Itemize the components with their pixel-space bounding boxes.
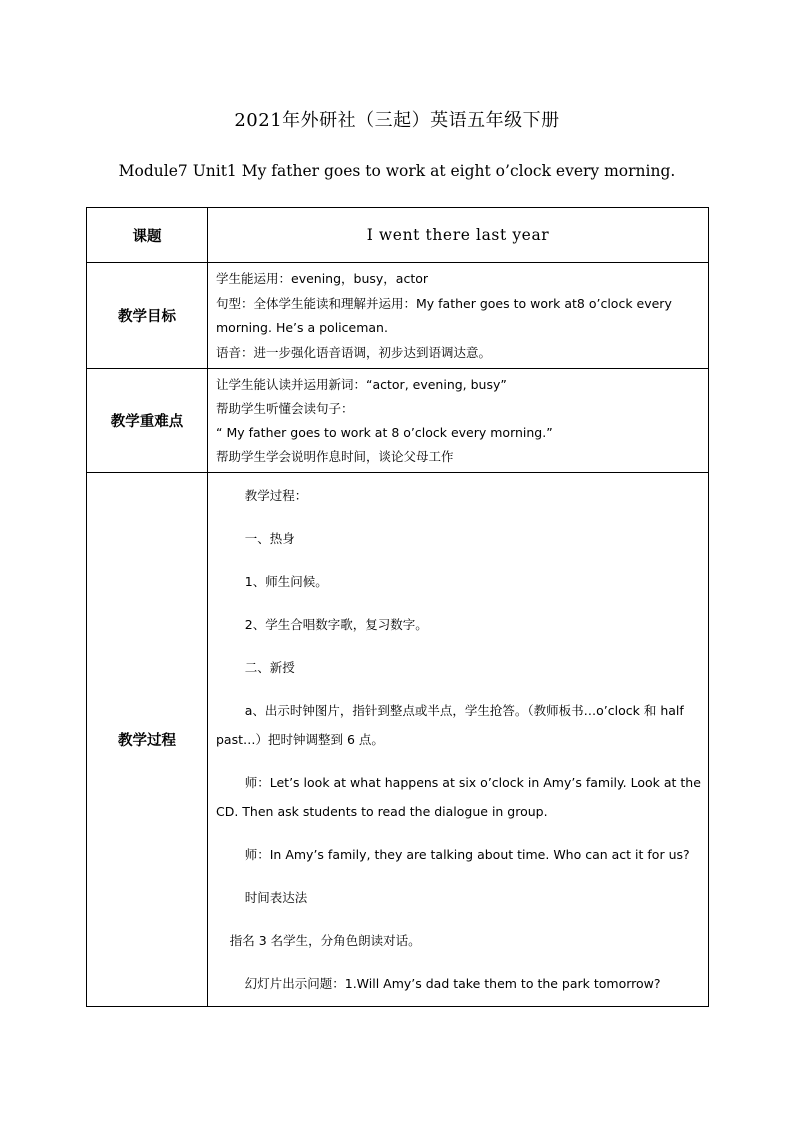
objectives-label: 教学目标 — [87, 263, 208, 369]
process-content — [208, 473, 709, 1007]
process-label: 教学过程 — [87, 473, 208, 1007]
process-paragraph: a、出示时钟图片，指针到整点或半点，学生抢答。（教师板书…o’clock 和 half past…）把时钟调整到 6 点。 — [216, 703, 684, 747]
objectives-line: 语音：进一步强化语音语调，初步达到语调达意。 — [216, 344, 492, 360]
process-paragraph: 1、师生问候。 — [244, 574, 328, 589]
objectives-content — [208, 263, 709, 369]
key-points-content — [208, 369, 709, 473]
table-row-key-points — [87, 369, 709, 473]
objectives-line: 句型：全体学生能读和理解并运用：My father goes to work at8 o’clock every — [216, 295, 672, 311]
process-paragraph: 师：Let’s look at what happens at six o’clock in Amy’s family. Look at the CD. Then ask students to read the dialogue in group. — [216, 775, 701, 819]
table-row-objectives — [87, 263, 709, 369]
process-paragraph: 师：In Amy’s family, they are talking about time. Who can act it for us? — [244, 847, 690, 862]
key-points-line: 让学生能认读并运用新词：“actor, evening, busy” — [216, 377, 507, 392]
document-title: 2021年外研社（三起）英语五年级下册 — [234, 110, 560, 131]
topic-value: I went there last year — [208, 208, 709, 263]
process-paragraph: 幻灯片出示问题：1.Will Amy’s dad take them to the park tomorrow? — [244, 976, 661, 991]
process-paragraph: 二、新授 — [244, 660, 295, 675]
table-row-topic — [87, 208, 709, 263]
process-paragraph: 一、热身 — [244, 531, 295, 546]
process-paragraph: 2、学生合唱数字歌，复习数字。 — [244, 617, 428, 632]
key-points-label: 教学重难点 — [87, 369, 208, 473]
key-points-line: 帮助学生听懂会读句子： — [216, 401, 354, 416]
objectives-line: morning. He’s a policeman. — [216, 320, 388, 335]
objectives-line: 学生能运用：evening，busy，actor — [216, 271, 429, 286]
lesson-plan-table — [86, 207, 709, 1007]
process-paragraph: 时间表达法 — [244, 890, 308, 905]
process-paragraph: 教学过程： — [244, 488, 308, 503]
process-paragraph: 指名 3 名学生，分角色朗读对话。 — [229, 933, 421, 948]
table-row-process — [87, 473, 709, 1007]
key-points-line: “ My father goes to work at 8 o’clock every morning.” — [216, 425, 553, 440]
topic-label: 课题 — [87, 208, 208, 263]
key-points-line: 帮助学生学会说明作息时间，谈论父母工作 — [216, 449, 454, 464]
document-subtitle: Module7 Unit1 My father goes to work at eight o’clock every morning. — [118, 162, 676, 180]
